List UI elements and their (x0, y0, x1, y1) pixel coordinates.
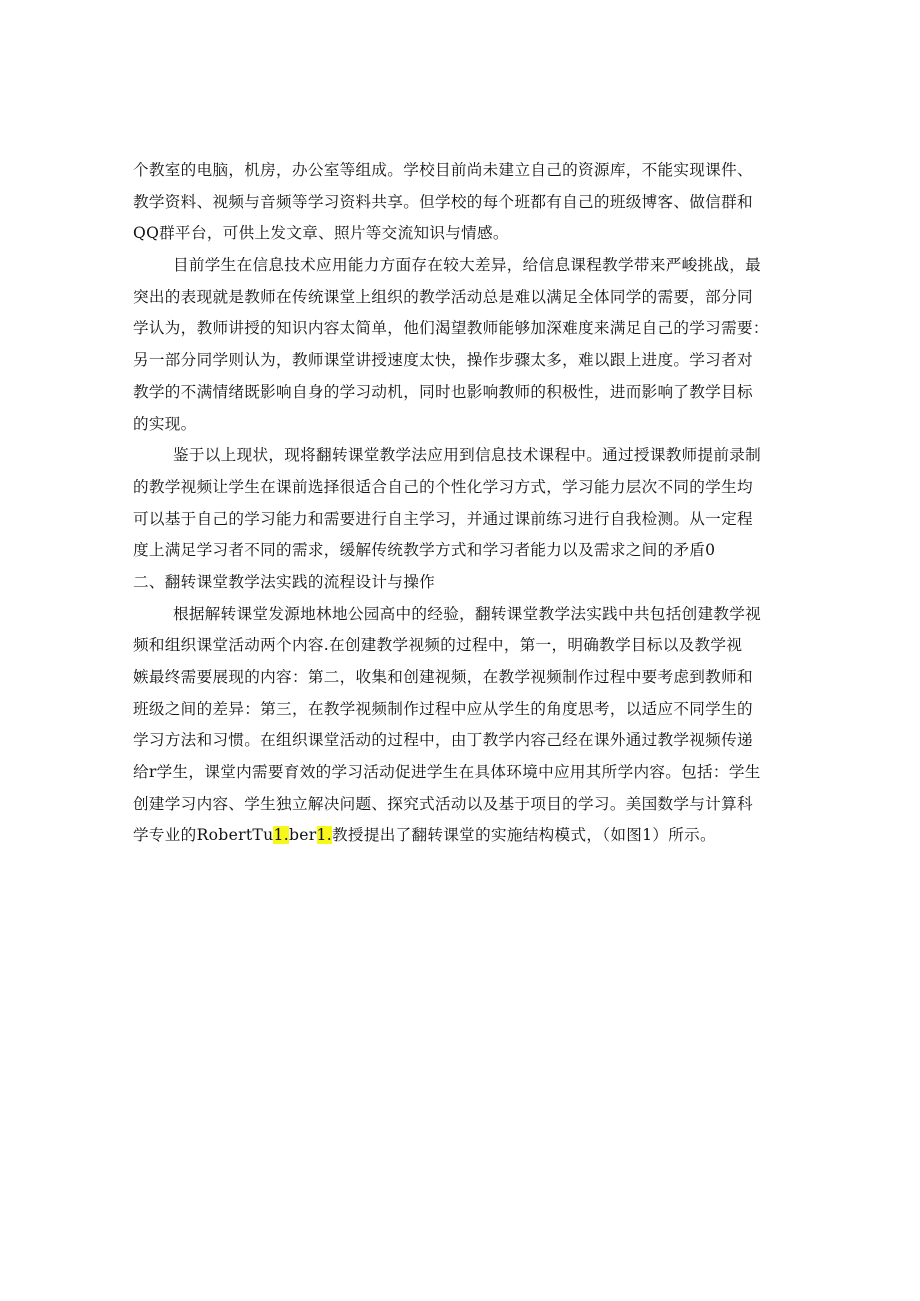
paragraph-first-line: 目前学生在信息技术应用能力方面存在较大差异，给信息课程教学带来严峻挑战，最 (173, 256, 762, 275)
last-text-line (133, 822, 793, 854)
text-line: 度上满足学习者不同的需求，缓解传统教学方式和学习者能力以及需求之间的矛盾0 (133, 541, 716, 560)
paragraph-first-line: 鉴于以上现状，现将翻转课堂教学法应用到信息技术课程中。通过授课教师提前录制 (173, 446, 762, 465)
highlighted-text: 1. (316, 826, 333, 845)
text-line: 给r学生，课堂内需要育效的学习活动促进学生在具体环境中应用其所学内容。包括：学生 (133, 763, 761, 782)
text-line: 另一部分同学则认为，教师课堂讲授速度太快，操作步骤太多，难以跟上进度。学习者对 (133, 351, 753, 370)
highlighted-text: 1. (273, 826, 289, 845)
text-segment: 学专业的RobertTu (133, 826, 274, 845)
text-line: 的教学视频让学生在课前选择很适合自己的个性化学习方式，学习能力层次不同的学生均 (133, 477, 753, 496)
text-line: 的实现。 (133, 414, 197, 433)
text-line: 学认为，教师讲授的知识内容太简单，他们渴望教师能够加深难度来满足自己的学习需要： (133, 319, 769, 338)
text-line: 教学资料、视频与音频等学习资料共享。但学校的每个班都有自己的班级博客、做信群和 (133, 192, 753, 211)
text-line: QQ群平台，可供上发文章、照片等交流知识与情感。 (133, 224, 509, 243)
text-segment: 教授提出了翻转课堂的实施结构模式，（如图1）所示。 (332, 826, 716, 845)
text-line: 嫉最终需要展现的内容：第二，收集和创建视频，在教学视频制作过程中要考虑到教师和 (133, 668, 753, 686)
paragraph-first-line: 根据解转课堂发源地林地公园高中的经验，翻转课堂教学法实践中共包括创建教学视 (173, 604, 762, 623)
text-line: 教学的不满情绪既影响自身的学习动机，同时也影响教师的积极性，进而影响了教学目标 (133, 382, 753, 401)
text-line: 创建学习内容、学生独立解决问题、探究式活动以及基于项目的学习。美国数学与计算科 (133, 794, 753, 813)
text-line: 频和组织课堂活动两个内容.在创建教学视频的过程中，第一，明确教学目标以及教学视 (133, 636, 743, 655)
text-line: 突出的表现就是教师在传统课堂上组织的教学活动总是难以满足全体同学的需要，部分同 (133, 287, 753, 306)
text-line: 可以基于自己的学习能力和需要进行自主学习，并通过课前练习进行自我检测。从一定程 (133, 509, 753, 528)
text-line: 个教室的电脑，机房，办公室等组成。学校目前尚未建立自己的资源库，不能实现课件、 (133, 161, 753, 179)
section-heading: 二、翻转课堂教学法实践的流程设计与操作 (133, 572, 435, 591)
body-text (133, 157, 793, 854)
text-line: 班级之间的差异：第三，在教学视频制作过程中应从学生的角度思考，以适应不同学生的 (133, 699, 753, 718)
text-line: 学习方法和习惯。在组织课堂活动的过程中，由丁教学内容己经在课外通过教学视频传递 (133, 731, 753, 750)
text-segment: ber (288, 826, 317, 845)
